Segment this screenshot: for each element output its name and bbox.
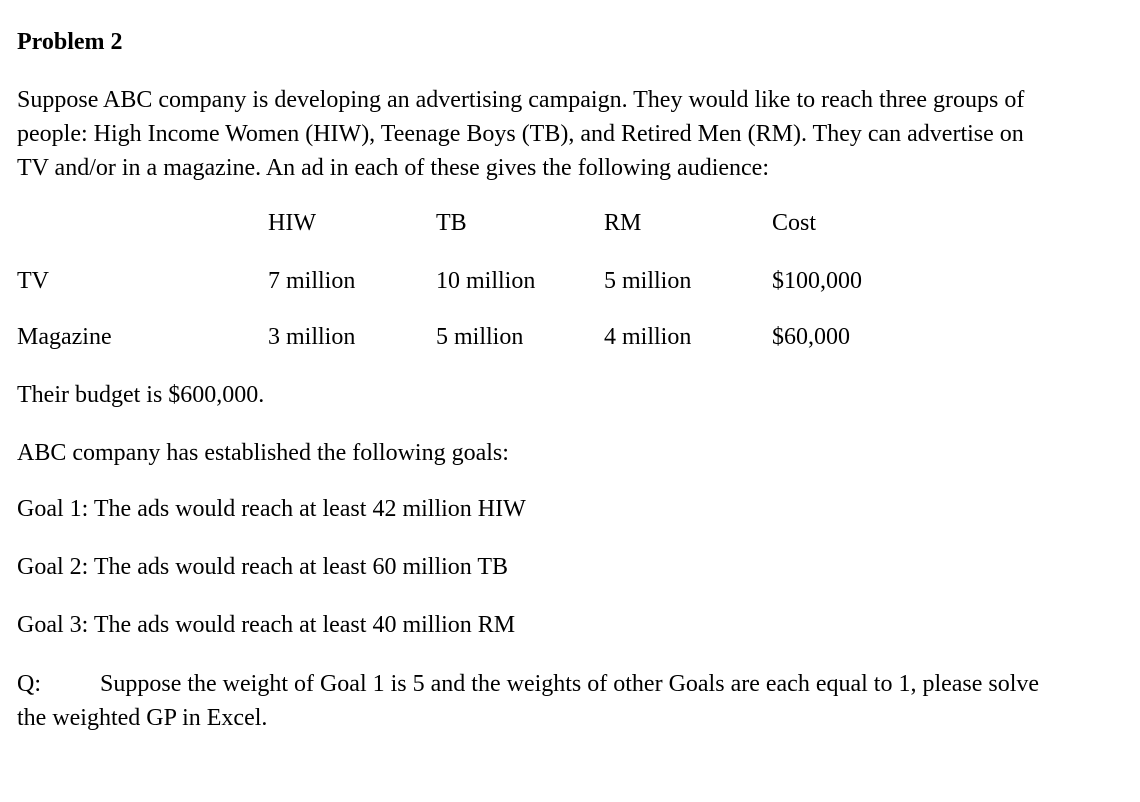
- goal-1-text: Goal 1: The ads would reach at least 42 million HIW: [17, 496, 526, 522]
- goals-intro-text: ABC company has established the following goals:: [17, 440, 509, 466]
- question-line-2: the weighted GP in Excel.: [17, 705, 268, 731]
- table-cell: 5 million: [604, 268, 692, 294]
- goal-3-text: Goal 3: The ads would reach at least 40 million RM: [17, 612, 516, 638]
- problem-title: Problem 2: [17, 29, 123, 55]
- question-label: Q:: [17, 671, 41, 697]
- question-line-1: [17, 667, 1039, 701]
- table-cell: 3 million: [268, 324, 356, 350]
- table-cell: 10 million: [436, 268, 536, 294]
- table-cell: 7 million: [268, 268, 356, 294]
- intro-line: Suppose ABC company is developing an advertising campaign. They would like to reach three groups of: [17, 87, 1025, 113]
- table-header-tb: TB: [436, 210, 467, 236]
- table-header-hiw: HIW: [268, 210, 316, 236]
- table-header-rm: RM: [604, 210, 642, 236]
- intro-line: people: High Income Women (HIW), Teenage Boys (TB), and Retired Men (RM). They can advertise on: [17, 121, 1024, 147]
- intro-line: TV and/or in a magazine. An ad in each of these gives the following audience:: [17, 155, 769, 181]
- table-cell: 4 million: [604, 324, 692, 350]
- table-header-cost: Cost: [772, 210, 817, 236]
- question-text: Suppose the weight of Goal 1 is 5 and the weights of other Goals are each equal to 1, please solve: [100, 671, 1040, 697]
- table-row-label-magazine: Magazine: [17, 324, 112, 350]
- budget-text: Their budget is $600,000.: [17, 382, 265, 408]
- goal-2-text: Goal 2: The ads would reach at least 60 million TB: [17, 554, 509, 580]
- table-row-label-tv: TV: [17, 268, 49, 294]
- table-cell: $60,000: [772, 324, 850, 350]
- table-cell: $100,000: [772, 268, 862, 294]
- question-block: [17, 667, 1039, 735]
- table-cell: 5 million: [436, 324, 524, 350]
- intro-paragraph: [17, 83, 1117, 185]
